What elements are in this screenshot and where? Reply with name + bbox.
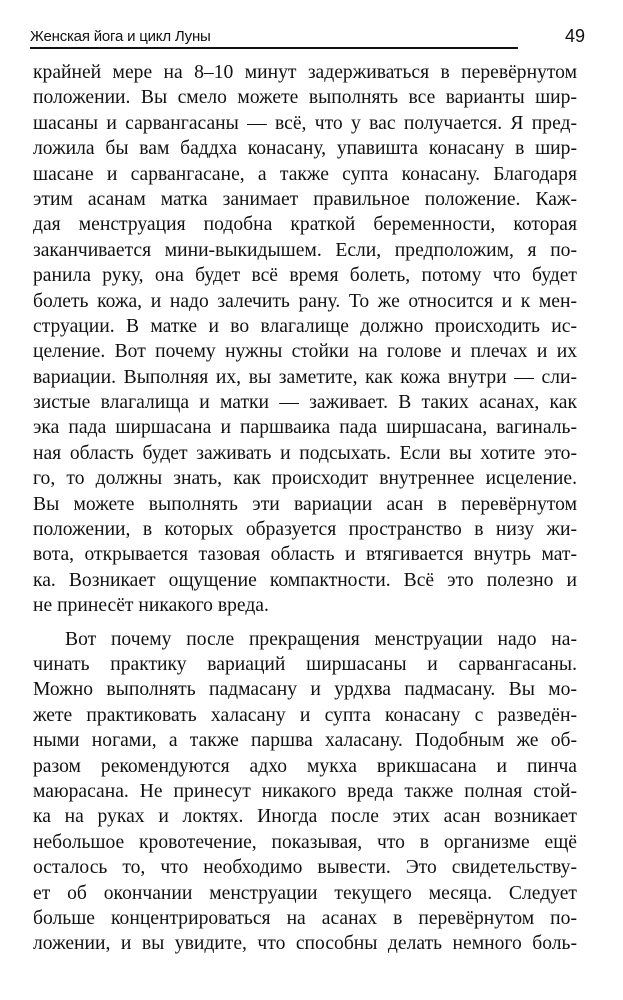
paragraph [33, 627, 577, 957]
text-line: положении. Вы смело можете выполнять все варианты шир- [33, 87, 577, 109]
text-line: этим асанам матка занимает правильное положение. Каж- [33, 188, 577, 210]
text-line: заканчивается мини-выкидышем. Если, предположим, я по- [33, 239, 577, 261]
text-line: осталось то, что необходимо вывести. Это свидетельству- [33, 857, 577, 879]
text-line: шасаны и сарвангасаны — всё, что у вас получается. Я пред- [33, 112, 577, 134]
text-line: ложении, и вы увидите, что способны делать немного боль- [33, 933, 577, 955]
book-title: Женская йога и цикл Луны [30, 28, 211, 45]
text-line: эка пада ширшасана и паршваика пада ширшасана, вагиналь- [33, 417, 577, 439]
text-line: ка на руках и локтях. Иногда после этих асан возникает [33, 806, 577, 828]
text-line: ложила бы вам баддха конасану, упавишта конасану в шир- [33, 138, 577, 160]
text-line: маюрасана. Не принесут никакого вреда также полная стой- [33, 780, 577, 802]
text-line: ет об окончании менструации текущего месяца. Следует [33, 882, 577, 904]
text-line: струации. В матке и во влагалище должно происходить ис- [33, 315, 577, 337]
paragraph [33, 60, 577, 619]
text-line: зистые влагалища и матки — заживает. В таких асанах, как [33, 392, 577, 414]
paragraph-gap [33, 619, 577, 627]
text-line: целение. Вот почему нужны стойки на голове и плечах и их [33, 341, 577, 363]
text-line: не принесёт никакого вреда. [33, 595, 269, 617]
running-header [30, 28, 585, 54]
text-line: ными ногами, а также паршва халасану. Подобным же об- [33, 730, 577, 752]
text-line: го, то должны знать, как происходит внутреннее исцеление. [33, 468, 577, 490]
text-line: Можно выполнять падмасану и урдхва падмасану. Вы мо- [33, 679, 577, 701]
text-line: чинать практику вариаций ширшасаны и сарвангасаны. [33, 653, 577, 675]
text-line: Вы можете выполнять эти вариации асан в перевёрнутом [33, 493, 577, 515]
text-line: болеть кожа, и надо залечить рану. То же относится и к мен- [33, 290, 577, 312]
text-line: ная область будет заживать и подсыхать. Если вы хотите это- [33, 442, 577, 464]
text-line: крайней мере на 8–10 минут задерживаться в перевёрнутом [33, 62, 577, 83]
text-line: ка. Возникает ощущение компактности. Всё это полезно и [33, 569, 577, 591]
text-line: положении, в которых образуется пространство в низу жи- [33, 519, 577, 541]
text-line: ранила руку, она будет всё время болеть, потому что будет [33, 265, 577, 287]
text-line: Вот почему после прекращения менструации надо на- [65, 628, 577, 650]
text-line: жете практиковать халасану и супта конасану с разведён- [33, 704, 577, 726]
text-line: дая менструация подобна краткой беременности, которая [33, 214, 577, 236]
header-rule [30, 47, 518, 49]
text-line: небольшое кровотечение, показывая, что в организме ещё [33, 831, 577, 853]
text-line: больше концентрироваться на асанах в перевёрнутом по- [33, 907, 577, 929]
body-text [33, 60, 577, 957]
page-number: 49 [564, 26, 585, 46]
text-line: шасане и сарвангасане, а также супта конасану. Благодаря [33, 163, 577, 185]
text-line: вариации. Выполняя их, вы заметите, как кожа внутри — сли- [33, 366, 577, 388]
text-line: разом рекомендуются адхо мукха врикшасана и пинча [33, 755, 577, 777]
text-line: вота, открывается тазовая область и втягивается внутрь мат- [33, 544, 577, 566]
